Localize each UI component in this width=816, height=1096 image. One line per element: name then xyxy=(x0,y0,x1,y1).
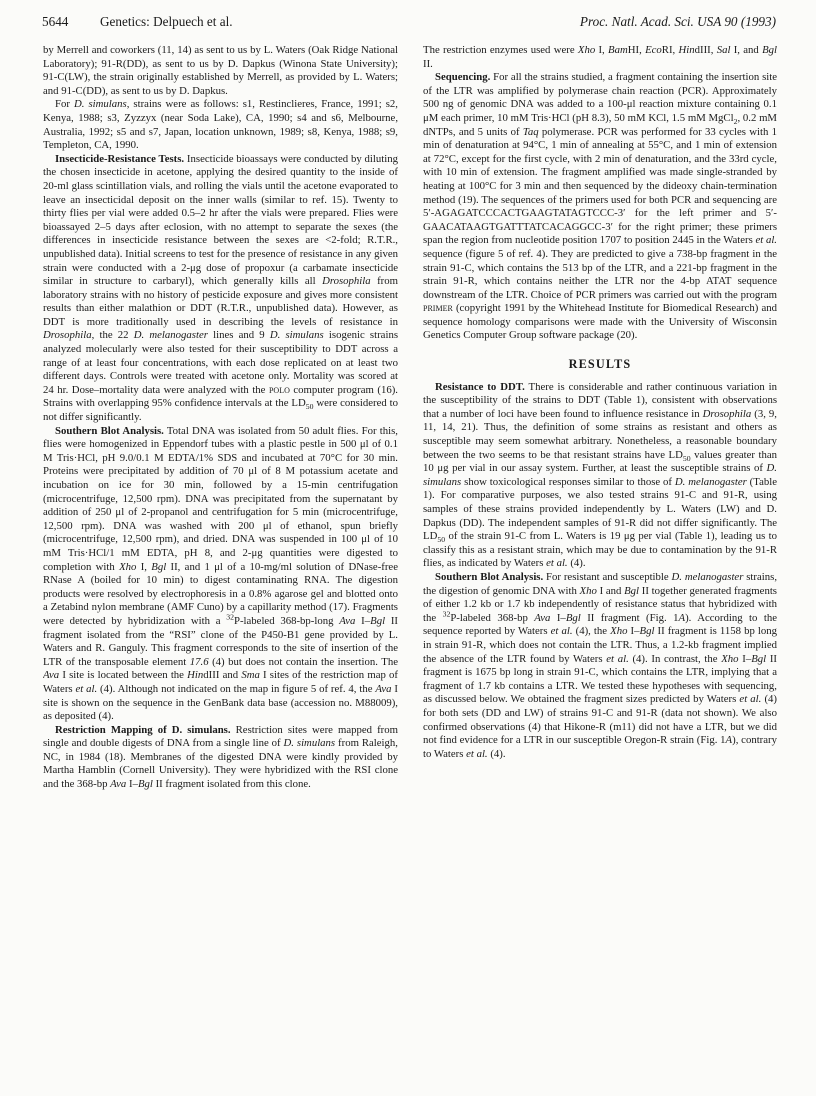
southern-blot-methods-paragraph xyxy=(43,425,398,724)
left-column xyxy=(43,44,398,1092)
restriction-enzymes-paragraph: The restriction enzymes used were Xho I, BamHI, EcoRI, HindIII, Sal I, and Bgl II. xyxy=(423,44,777,70)
simulans-strains-paragraph: For D. simulans, strains were as follows: s1, Restinclieres, France, 1991; s2, Kenya, 1988; s3, Zyzzyx (near Soda Lake), CA, 1990; s4 and s6, Melbourne, Australia, 1992; s5 and s7, Japan, location unknown, 1989; s8, Kenya, 1988; s9, Templeton, CA, 1990. xyxy=(43,98,398,152)
ddt-resistance-paragraph xyxy=(423,381,777,571)
right-column xyxy=(423,44,777,1092)
southern-blot-methods-heading: Southern Blot Analysis. xyxy=(55,424,164,437)
sequencing-paragraph xyxy=(423,71,777,343)
restriction-mapping-body: Restriction sites were mapped from single and double digests of DNA from a single line of D. simulans from Raleigh, NC, in 1984 (18). Membranes of the digested DNA were kindly provided by Martha Hamblin (Cornell University). They were hybridized with the RSI clone and the 368-bp Ava I–Bgl II fragment isolated from this clone. xyxy=(43,723,398,791)
restriction-mapping-paragraph xyxy=(43,724,398,792)
page-number: 5644 xyxy=(42,14,69,29)
sequencing-body: For all the strains studied, a fragment containing the insertion site of the LTR was amplified by polymerase chain reaction (PCR). Approximately 500 ng of genomic DNA was added to a 100-μl reaction mixture containing 0.1 μM each primer, 10 mM Tris·HCl (pH 8.3), 50 mM KCl, 1.5 mM MgCl$_2$, 0.2 mM dNTPs, and 5 units of Taq polymerase. PCR was performed for 33 cycles with 1 min of denaturation at 94°C, 1 min of annealing at 55°C, and 1 min of extension at 72°C, except for the first cycle, with 2 min of denaturation, and the 33rd cycle, with 10 min of extension. The fragment amplified was made single-stranded by heating at 100°C for 3 min and then sequenced by the dideoxy chain-termination method (19). The sequences of the primers used for both PCR and sequencing are 5′-AGAGATCCCACTGAAGTATAGTCCC-3′ for the left primer and 5′-GAACATAAGTGATTTATCACAGGCC-3′ for the right primer; these primers span the region from nucleotide position 1707 to position 2445 in the Waters et al. sequence (figure 5 of ref. 4). They are predicted to give a 738-bp fragment in the strain 91-C, which contains the 513 bp of the LTR, and a 221-bp fragment in the strain 91-R, which contains neither the LTR nor the 4-bp ATAT sequence downstream of the LTR. Choice of PCR primers was carried out with the program primer (copyright 1991 by the Whitehead Institute for Biomedical Research) and sequence homology comparisons were made with the University of Wisconsin Genetics Computer Group software package (20). xyxy=(423,71,777,342)
journal-reference: Proc. Natl. Acad. Sci. USA 90 (1993) xyxy=(579,14,776,29)
insecticide-tests-body: Insecticide bioassays were conducted by diluting the chosen insecticide in acetone, applying the desired quantity to the inside of 20-ml glass scintillation vials, and rolling the vials until the acetone evaporated to leave an insecticidal deposit on the inner walls (similar to ref. 15). Twenty to thirty flies per vial were added 0.5–2 hr after the vials were prepared. Flies were bioassayed 2–5 days after eclosion, with no attempt to separate the sexes (the differences in insecticide resistance between the sexes are <2-fold; R.T.R., unpublished data). Initial screens to test for the presence of resistance in any given strain were conducted with a 2-μg dose of propoxur (a carbamate insecticide similar in structure to carbaryl), which generally kills all Drosophila from laboratory strains with no history of pesticide exposure and gives more consistent results than either malathion or DDT (R.T.R., unpublished data). However, as DDT is more traditionally used in describing the levels of resistance in Drosophila, the 22 D. melanogaster lines and 9 D. simulans isogenic strains analyzed molecularly were also tested for their susceptibility to DDT across a range of at least four concentrations, with each dose replicated on at least two different days. Controls were treated with acetone only. Mortality was scored at 24 hr. Dose–mortality data were analyzed with the polo computer program (16). Strains with overlapping 95% confidence intervals at the $LD_{50}$ were considered to not differ significantly. xyxy=(43,152,398,424)
page-header xyxy=(42,10,776,34)
southern-blot-results-paragraph xyxy=(423,571,777,761)
restriction-mapping-heading: Restriction Mapping of D. simulans. xyxy=(55,723,231,736)
insecticide-tests-paragraph xyxy=(43,153,398,425)
southern-blot-results-body: For resistant and susceptible D. melanogaster strains, the digestion of genomic DNA with Xho I and Bgl II together generated fragments of either 1.2 kb or 1.7 kb independently of resistance status that hybridized with the $^{32}$P-labeled 368-bp Ava I–Bgl II fragment (Fig. 1A). According to the sequence reported by Waters et al. (4), the Xho I–Bgl II fragment is 1158 bp long in strain 91-R, which does not contain the LTR. Thus, a 1.2-kb fragment implied the absence of the LTR found by Waters et al. (4). In contrast, the Xho I–Bgl II fragment is 1675 bp long in strain 91-C, which contains the LTR, implying that a fragment of 1.7 kb contains a LTR. We tested these hypotheses with sequencing, as discussed below. We obtained the fragment sizes predicted by Waters et al. (4) for both sets (DD and LW) of strains 91-C and 91-R (data not shown). We also confirmed observations (4) that Hikone-R (m11) did not have a LTR, but we did not find evidence for a LTR in our susceptible Oregon-R strain (Fig. 1A), contrary to Waters et al. (4). xyxy=(423,570,777,760)
strains-paragraph: by Merrell and coworkers (11, 14) as sent to us by L. Waters (Oak Ridge National Laboratory); 91-R(DD), as sent to us by D. Dapkus (Winona State University); 91-C(LW), the strain originally established by Merrell, as provided by L. Waters; and 91-C(DD), as sent to us by D. Dapkus. xyxy=(43,44,398,97)
southern-blot-methods-body: Total DNA was isolated from 50 adult flies. For this, flies were homogenized in Eppendorf tubes with a plastic pestle in 500 μl of 0.1 M Tris·HCl, pH 9.0/0.1 M EDTA/1% SDS and incubated at 70°C for 30 min. Proteins were precipitated by addition of 70 μl of 8 M potassium acetate and incubation on ice for 30 min, followed by a 15-min centrifugation (microcentrifuge, 12,500 rpm). DNA was precipitated from the supernatant by addition of 250 μl of 2-propanol and centrifugation for 5 min (microcentrifuge, 12,500 rpm). DNA was washed with 200 μl of ethanol, spun briefly (microcentrifuge, 12,500 rpm), and dried. DNA was suspended in 100 μl of 10 mM Tris·HCl/1 mM EDTA, pH 8, and 2-μg quantities were digested to completion with Xho I, Bgl II, and 1 μl of a 10-mg/ml solution of DNase-free RNase A (boiled for 10 min) to digest contaminating RNA. The digestion products were resolved by electrophoresis in a 0.8% agarose gel and blotted onto a Zetabind nylon membrane (AMF Cuno) by a capillarity method (17). Fragments were detected by hybridization with a $^{32}$P-labeled 368-bp-long Ava I–Bgl II fragment isolated from the “RSI” clone of the P450-B1 gene provided by L. Waters and R. Ganguly. This fragment corresponds to the site of insertion of the LTR of the transposable element 17.6 (4) but does not contain the insertion. The Ava I site is located between the HindIII and Sma I sites of the restriction map of Waters et al. (4). Although not indicated on the map in figure 5 of ref. 4, the Ava I site is shown on the sequence in the GenBank data base (accession no. M88009), as deposited (4). xyxy=(43,424,398,723)
running-title: Genetics: Delpuech et al. xyxy=(100,14,233,29)
southern-blot-results-heading: Southern Blot Analysis. xyxy=(435,570,544,583)
ddt-resistance-heading: Resistance to DDT. xyxy=(435,380,525,393)
sequencing-heading: Sequencing. xyxy=(435,71,491,84)
insecticide-tests-heading: Insecticide-Resistance Tests. xyxy=(55,152,185,165)
ddt-resistance-body: There is considerable and rather continuous variation in the susceptibility of the strains to DDT (Table 1), consistent with observations that a number of loci have been found to influence resistance in Drosophila (3, 9, 11, 14, 21). Thus, the definition of some strains as resistant and others as susceptible may seem somewhat arbitrary. Nonetheless, a reasonable boundary between the two seems to be that resistant strains have $LD_{50}$ values greater than 10 μg per vial in our assay system. Further, at least the susceptible strains of D. simulans show toxicological responses similar to those of D. melanogaster (Table 1). For comparative purposes, we also tested strains 91-C and 91-R, using samples of these strains provided independently by L. Waters (LW) and D. Dapkus (DD). The independent samples of 91-R did not differ significantly. The $LD_{50}$ of the strain 91-C from L. Waters is 19 μg per vial (Table 1), leading us to classify this as a resistant strain, which may be due to contamination by the 91-R flies, as indicated by Waters et al. (4). xyxy=(423,380,777,570)
results-section-heading: RESULTS xyxy=(568,357,632,372)
